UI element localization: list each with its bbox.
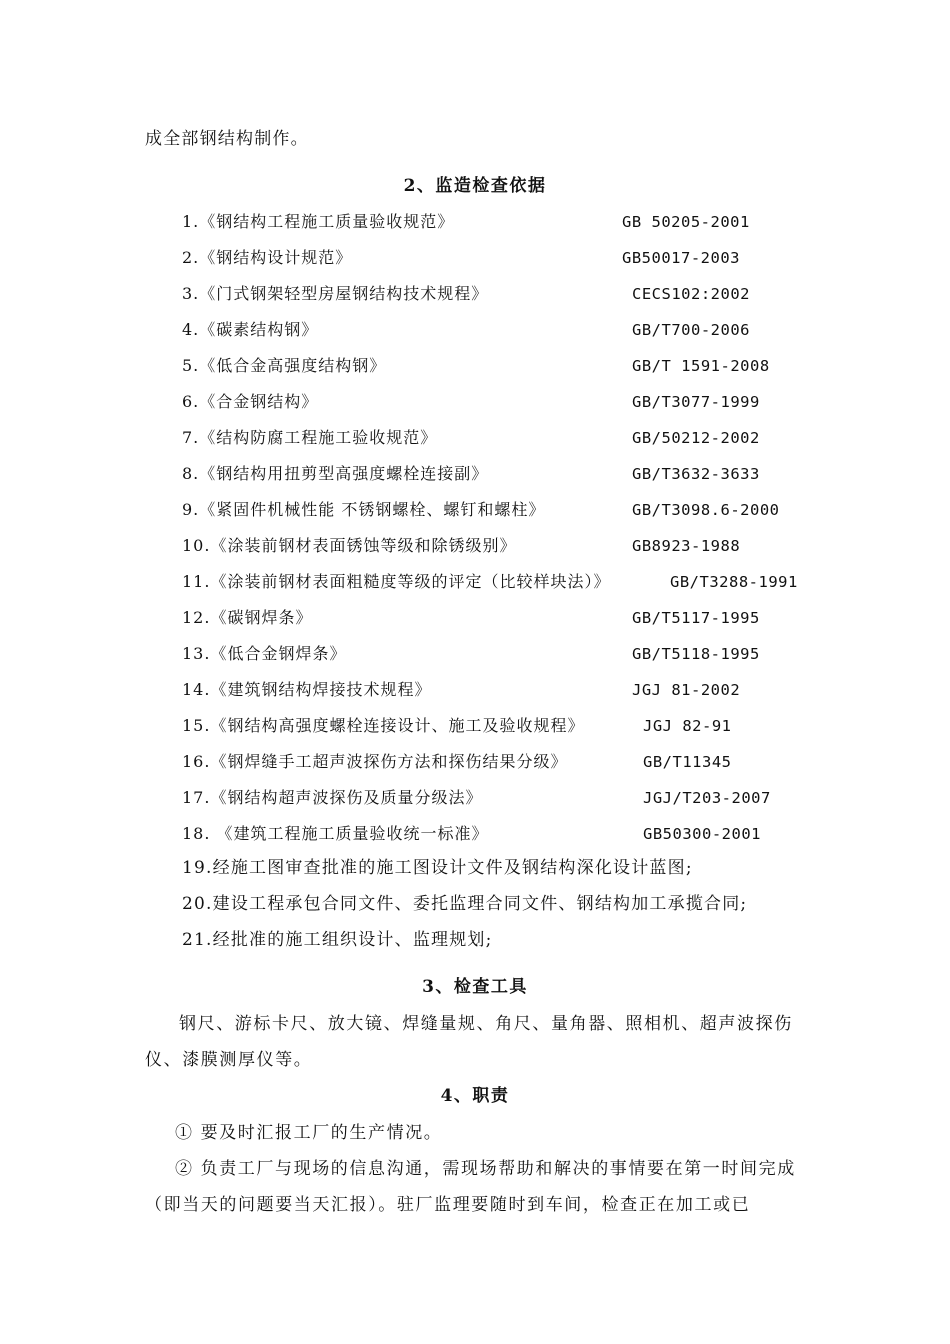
reference-title: 13.《低合金钢焊条》 — [182, 644, 347, 663]
reference-item — [0, 535, 950, 557]
reference-title: 12.《碳钢焊条》 — [182, 608, 313, 627]
reference-code: GB/T5118-1995 — [632, 645, 760, 663]
reference-title: 4.《碳素结构钢》 — [182, 320, 319, 339]
reference-title: 17.《钢结构超声波探伤及质量分级法》 — [182, 788, 483, 807]
reference-title: 7.《结构防腐工程施工验收规范》 — [182, 428, 438, 447]
reference-item — [0, 427, 950, 449]
reference-item — [0, 283, 950, 305]
reference-item — [0, 211, 950, 233]
reference-title: 14.《建筑钢结构焊接技术规程》 — [182, 680, 432, 699]
reference-item — [0, 823, 950, 845]
reference-item — [0, 247, 950, 269]
reference-title: 1.《钢结构工程施工质量验收规范》 — [182, 212, 455, 231]
reference-title: 9.《紧固件机械性能 不锈钢螺栓、螺钉和螺柱》 — [182, 500, 546, 519]
reference-code: GB 50205-2001 — [622, 213, 750, 231]
reference-code: JGJ 81-2002 — [632, 681, 741, 699]
reference-item — [0, 499, 950, 521]
reference-item-21: 21.经批准的施工组织设计、监理规划; — [182, 930, 493, 950]
reference-title: 11.《涂装前钢材表面粗糙度等级的评定（比较样块法）》 — [182, 572, 611, 591]
reference-code: GB/T3077-1999 — [632, 393, 760, 411]
reference-code: CECS102:2002 — [632, 285, 750, 303]
reference-item — [0, 715, 950, 737]
section-4-heading: 4、职责 — [440, 1086, 510, 1106]
duty-item-1: ① 要及时汇报工厂的生产情况。 — [175, 1123, 443, 1143]
reference-item-20: 20.建设工程承包合同文件、委托监理合同文件、钢结构加工承揽合同; — [182, 894, 748, 914]
reference-item-19: 19.经施工图审查批准的施工图设计文件及钢结构深化设计蓝图; — [182, 858, 693, 878]
reference-code: GB/T3288-1991 — [670, 573, 798, 591]
reference-code: GB/50212-2002 — [632, 429, 760, 447]
reference-title: 3.《门式钢架轻型房屋钢结构技术规程》 — [182, 284, 489, 303]
reference-title: 5.《低合金高强度结构钢》 — [182, 356, 387, 375]
reference-title: 6.《合金钢结构》 — [182, 392, 319, 411]
reference-code: GB/T5117-1995 — [632, 609, 760, 627]
reference-code: GB/T3098.6-2000 — [632, 501, 780, 519]
reference-code: GB50017-2003 — [622, 249, 740, 267]
section-3-heading: 3、检查工具 — [422, 977, 528, 997]
reference-code: GB/T3632-3633 — [632, 465, 760, 483]
reference-item — [0, 643, 950, 665]
duty-item-2: ② 负责工厂与现场的信息沟通，需现场帮助和解决的事情要在第一时间完成（即当天的问题要当天汇报）。驻厂监理要随时到车间，检查正在加工或已 — [145, 1159, 796, 1215]
reference-code: GB8923-1988 — [632, 537, 741, 555]
reference-code: GB50300-2001 — [643, 825, 761, 843]
tools-paragraph: 钢尺、游标卡尺、放大镜、焊缝量规、角尺、量角器、照相机、超声波探伤仪、漆膜测厚仪等。 — [145, 1014, 793, 1070]
reference-item — [0, 355, 950, 377]
reference-title: 18. 《建筑工程施工质量验收统一标准》 — [182, 824, 489, 843]
reference-item — [0, 751, 950, 773]
reference-title: 8.《钢结构用扭剪型高强度螺栓连接副》 — [182, 464, 489, 483]
reference-code: GB/T11345 — [643, 753, 732, 771]
reference-code: JGJ/T203-2007 — [643, 789, 771, 807]
reference-code: GB/T 1591-2008 — [632, 357, 770, 375]
reference-item — [0, 571, 950, 593]
reference-item — [0, 391, 950, 413]
reference-item — [0, 787, 950, 809]
section-2-heading: 2、监造检查依据 — [403, 176, 547, 196]
reference-item — [0, 319, 950, 341]
reference-title: 10.《涂装前钢材表面锈蚀等级和除锈级别》 — [182, 536, 517, 555]
reference-code: GB/T700-2006 — [632, 321, 750, 339]
intro-line: 成全部钢结构制作。 — [145, 129, 309, 149]
reference-title: 2.《钢结构设计规范》 — [182, 248, 353, 267]
reference-code: JGJ 82-91 — [643, 717, 732, 735]
reference-title: 15.《钢结构高强度螺栓连接设计、施工及验收规程》 — [182, 716, 585, 735]
reference-item — [0, 679, 950, 701]
reference-title: 16.《钢焊缝手工超声波探伤方法和探伤结果分级》 — [182, 752, 568, 771]
reference-item — [0, 463, 950, 485]
reference-item — [0, 607, 950, 629]
